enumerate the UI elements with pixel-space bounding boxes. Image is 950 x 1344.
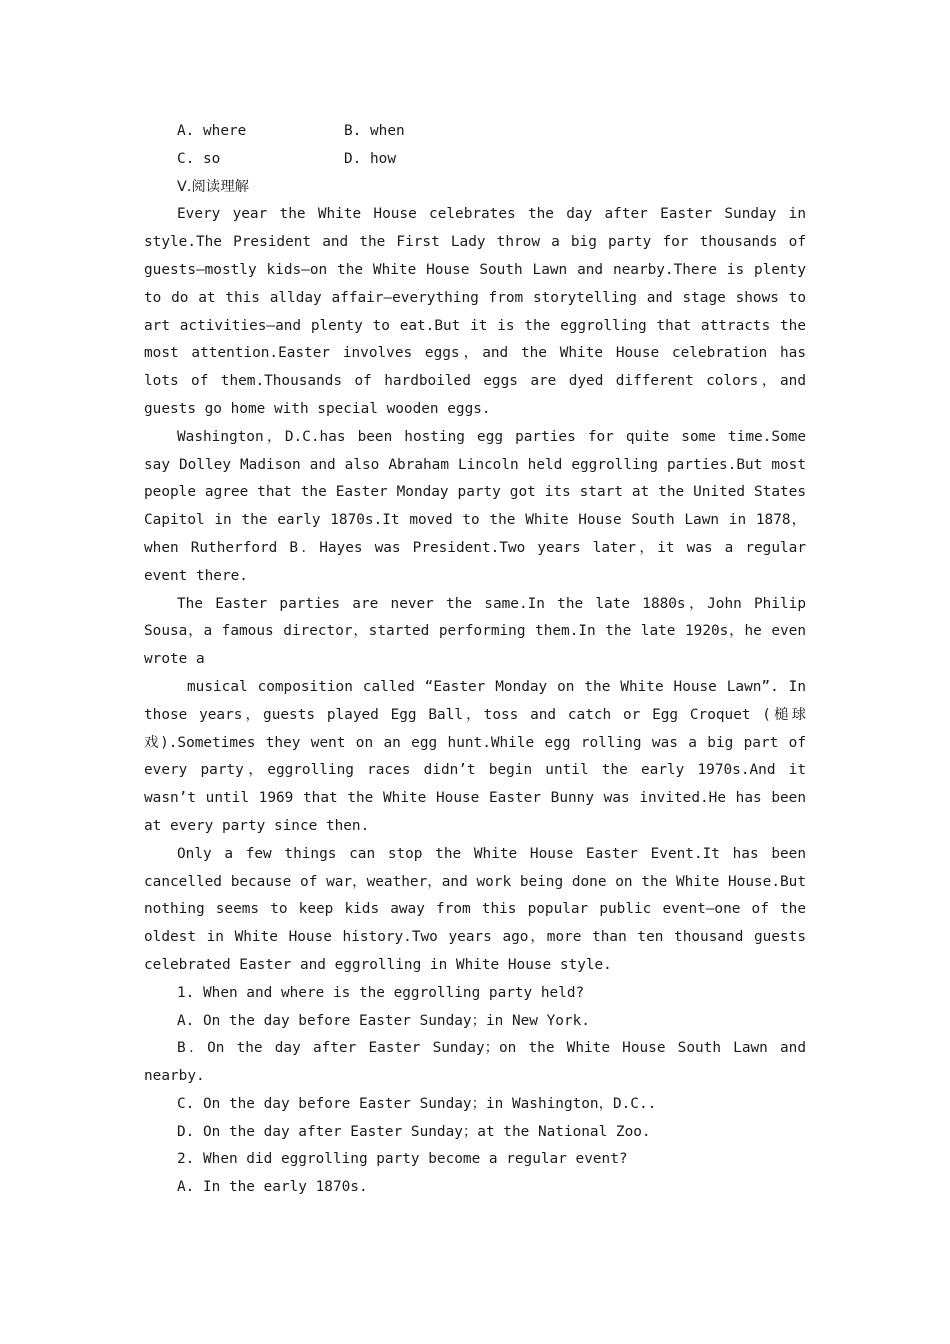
option-b: B. when: [344, 123, 405, 139]
question-1-choice-d: D. On the day after Easter Sunday；at the National Zoo.: [177, 1123, 651, 1140]
passage-paragraph-1: Every year the White House celebrates the day after Easter Sunday in style.The President and the First Lady throw a big party for thousands of guests—mostly kids—on the White House South Lawn and nearby.There is plenty to do at this allday affair—everything from storytelling and stage shows to art activities—and plenty to eat.But it is the eggrolling that attracts the most attention.Easter involves eggs，and the White House celebration has lots of them.Thousands of hardboiled eggs are dyed different colors，and guests go home with special wooden eggs.: [144, 206, 806, 417]
passage-paragraph-4: Only a few things can stop the White House Easter Event.It has been cancelled because of war，weather，and work being done on the White House.But nothing seems to keep kids away from this popular public event—one of the oldest in White House history.Two years ago，more than ten thousand guests celebrated Easter and eggrolling in White House style.: [144, 845, 806, 973]
option-row-cd: [144, 146, 806, 174]
section-title: Ⅴ.阅读理解: [177, 178, 249, 195]
passage-paragraph-3: The Easter parties are never the same.In the late 1880s，John Philip Sousa，a famous director，started performing them.In the late 1920s，he even wrote a: [144, 595, 806, 668]
question-1-choice-a: A. On the day before Easter Sunday；in New York.: [177, 1012, 590, 1029]
question-1-stem: 1. When and where is the eggrolling party held?: [177, 984, 585, 1001]
question-1-choice-c: C. On the day before Easter Sunday；in Washington，D.C..: [177, 1095, 657, 1112]
option-d: D. how: [344, 150, 396, 167]
question-2-choice-a: A. In the early 1870s.: [177, 1179, 368, 1196]
question-2-stem: 2. When did eggrolling party become a regular event?: [177, 1151, 628, 1168]
document-page: [144, 118, 806, 1202]
option-a: A. where: [177, 123, 247, 139]
passage-paragraph-2: Washington，D.C.has been hosting egg parties for quite some time.Some say Dolley Madison and also Abraham Lincoln held eggrolling parties.But most people agree that the Easter Monday party got its start at the United States Capitol in the early 1870s.It moved to the White House South Lawn in 1878，when Rutherford B．Hayes was President.Two years later，it was a regular event there.: [144, 428, 806, 584]
option-c: C. so: [177, 150, 221, 167]
passage-paragraph-3-continued: musical composition called “Easter Monday on the White House Lawn”. In those years，guests played Egg Ball，toss and catch or Egg Croquet (槌球戏).Sometimes they went on an egg hunt.While egg rolling was a big part of every party，eggrolling races didn’t begin until the early 1970s.And it wasn’t until 1969 that the White House Easter Bunny was invited.He has been at every party since then.: [144, 678, 806, 834]
question-1-choice-b: B．On the day after Easter Sunday；on the White House South Lawn and nearby.: [144, 1040, 806, 1085]
option-row-ab: [144, 118, 806, 146]
